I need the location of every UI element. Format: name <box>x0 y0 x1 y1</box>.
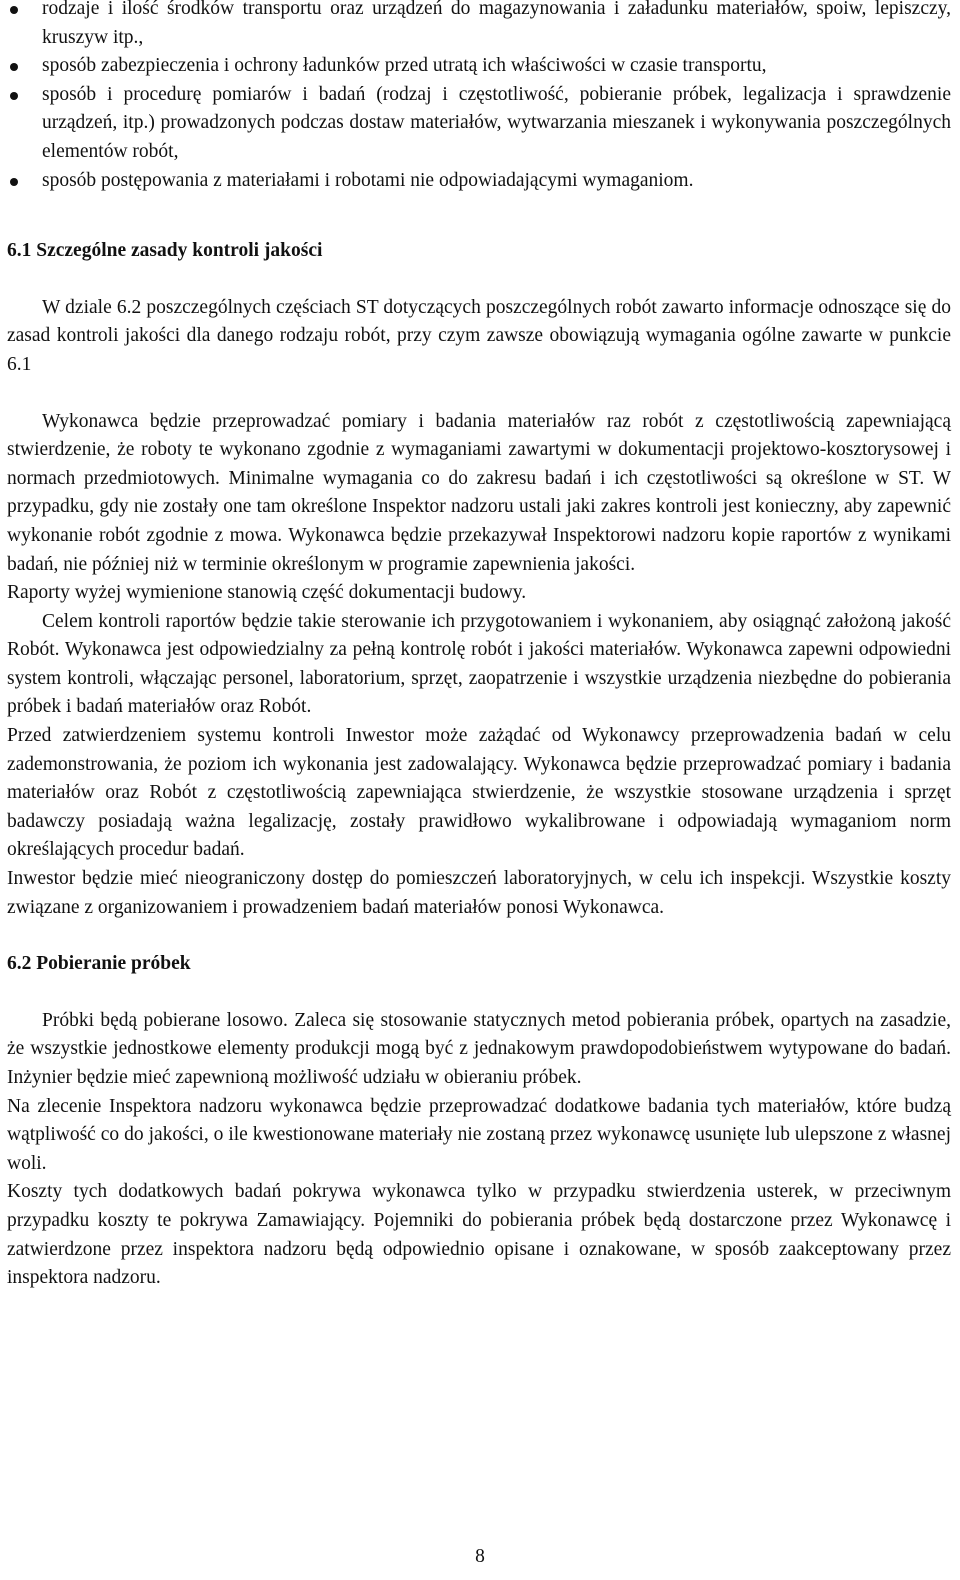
list-item <box>7 0 951 52</box>
bullet-icon <box>10 178 18 186</box>
list-item-text: rodzaje i ilość środków transportu oraz urządzeń do magazynowania i załadunku materiałów, spoiw, lepiszczy, kruszyw itp., <box>42 0 951 48</box>
section-heading-6-2: 6.2 Pobieranie próbek <box>7 953 191 975</box>
paragraph: Raporty wyżej wymienione stanowią część dokumentacji budowy. <box>7 582 527 604</box>
list-item-text: sposób postępowania z materiałami i robotami nie odpowiadającymi wymaganiom. <box>42 169 694 191</box>
paragraph: Próbki będą pobierane losowo. Zaleca się stosowanie statycznych metod pobierania próbek, opartych na zasadzie, że wszystkie jednostkowe elementy produkcji mogą być z jednakowym prawdopodobieństwem wytypowane do badań. Inżynier będzie mieć zapewnioną możliwość udziału w obieraniu próbek. <box>7 1009 951 1088</box>
paragraph: Koszty tych dodatkowych badań pokrywa wykonawca tylko w przypadku stwierdzenia usterek, w przeciwnym przypadku koszty te pokrywa Zamawiający. Pojemniki do pobierania próbek będą dostarczone przez Wykonawcę i zatwierdzone przez inspektora nadzoru będą odpowiednio opisane i oznakowane, w sposób zaakceptowany przez inspektora nadzoru. <box>7 1181 951 1289</box>
bullet-icon <box>10 92 18 100</box>
paragraph: Celem kontroli raportów będzie takie sterowanie ich przygotowaniem i wykonaniem, aby osiągnąć założoną jakość Robót. Wykonawca jest odpowiedzialny za pełną kontrolę robót i jakości materiałów. Wykonawca zapewni odpowiedni system kontroli, włączając personel, laboratorium, sprzęt, zaopatrzenie i wszystkie urządzenia niezbędne do pobierania próbek i badań materiałów oraz Robót. <box>7 610 951 718</box>
page-number: 8 <box>475 1546 485 1567</box>
requirements-list <box>7 0 951 195</box>
bullet-icon <box>10 63 18 71</box>
paragraph: Na zlecenie Inspektora nadzoru wykonawca będzie przeprowadzać dodatkowe badania tych materiałów, które budzą wątpliwość co do jakości, o ile kwestionowane materiały nie zostaną przez wykonawcę usunięte lub ulepszone z własnej woli. <box>7 1095 951 1174</box>
list-item <box>7 52 951 81</box>
bullet-icon <box>10 6 18 14</box>
list-item <box>7 81 951 167</box>
list-item-text: sposób i procedurę pomiarów i badań (rodzaj i częstotliwość, pobieranie próbek, legalizacja i sprawdzenie urządzeń, itp.) prowadzonych podczas dostaw materiałów, wytwarzania mieszanek i wykonywania poszczególnych elementów robót, <box>42 83 951 162</box>
section-heading-6-1: 6.1 Szczególne zasady kontroli jakości <box>7 240 323 262</box>
paragraph: Przed zatwierdzeniem systemu kontroli Inwestor może zażądać od Wykonawcy przeprowadzenia badań w celu zademonstrowania, że poziom ich wykonania jest zadowalający. Wykonawca będzie przeprowadzać pomiary i badania materiałów oraz Robót z częstotliwością zapewniająca stwierdzenie, że wszystkie stosowane urządzenia i sprzęt badawczy posiadają ważna legalizację, zostały prawidłowo wykalibrowane i odpowiadają wymaganiom norm określających procedur badań. <box>7 725 951 861</box>
paragraph: W dziale 6.2 poszczególnych częściach ST dotyczących poszczególnych robót zawarto informacje odnoszące się do zasad kontroli jakości dla danego rodzaju robót, przy czym zawsze obowiązują wymagania ogólne zawarte w punkcie 6.1 <box>7 296 951 375</box>
list-item <box>7 167 951 196</box>
list-item-text: sposób zabezpieczenia i ochrony ładunków przed utratą ich właściwości w czasie transportu, <box>42 55 767 77</box>
paragraph: Inwestor będzie mieć nieograniczony dostęp do pomieszczeń laboratoryjnych, w celu ich inspekcji. Wszystkie koszty związane z organizowaniem i prowadzeniem badań materiałów ponosi Wykonawca. <box>7 868 951 918</box>
paragraph: Wykonawca będzie przeprowadzać pomiary i badania materiałów raz robót z częstotliwością zapewniającą stwierdzenie, że roboty te wykonano zgodnie z wymaganiami zawartymi w dokumentacji projektowo-kosztorysowej i normach przedmiotowych. Minimalne wymagania co do zakresu badań i ich częstotliwości są określone w ST. W przypadku, gdy nie zostały one tam określone Inspektor nadzoru ustali jaki zakres kontroli jest konieczny, aby zapewnić wykonanie robót zgodnie z mowa. Wykonawca będzie przekazywał Inspektorowi nadzoru kopie raportów z wynikami badań, nie później niż w terminie określonym w programie zapewnienia jakości. <box>7 410 951 575</box>
document-page <box>7 0 951 1293</box>
